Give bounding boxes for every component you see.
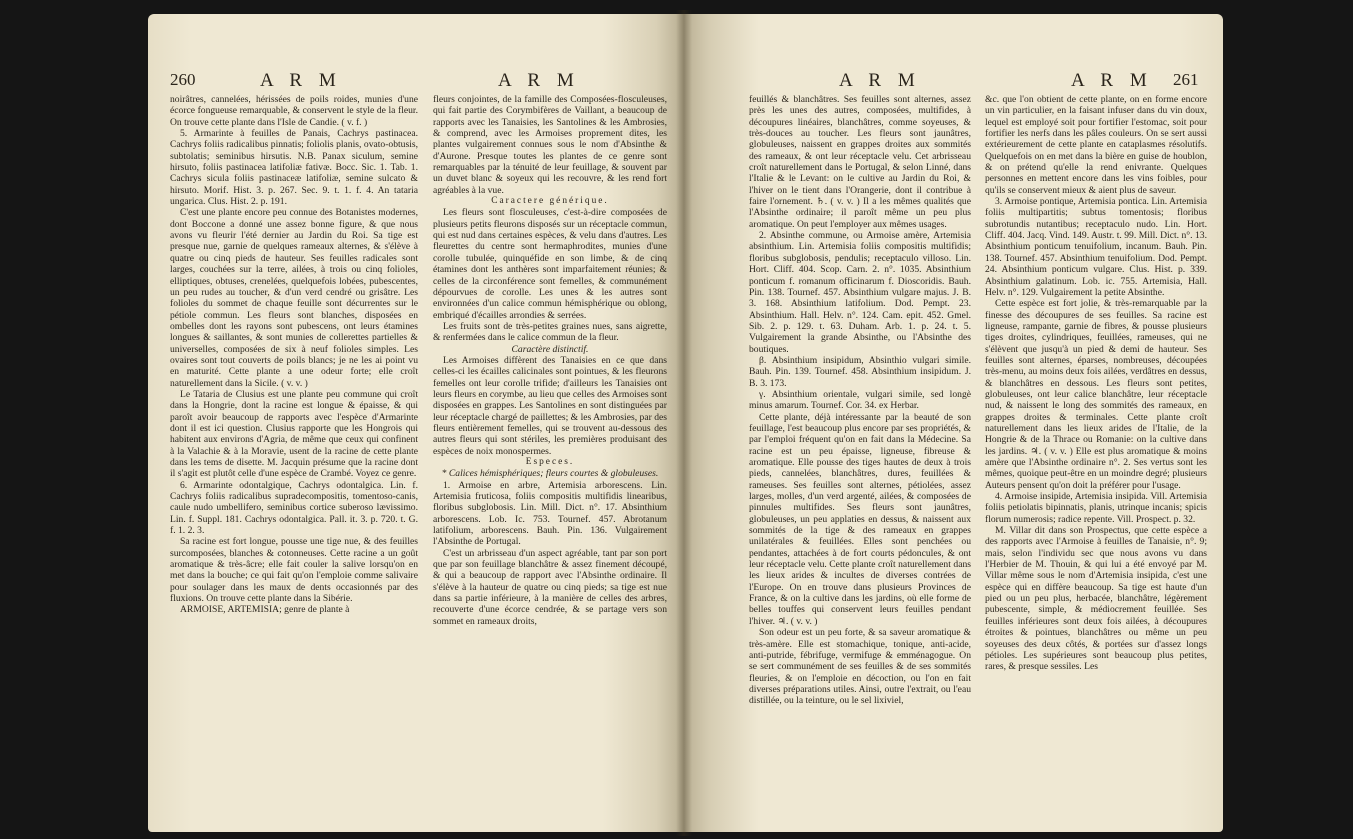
left-page-col1-paragraph: 5. Armarinte à feuilles de Panais, Cachrys pastinacea. Cachrys foliis radicalibus pinnatis; foliolis planis, ovato-obtusis, subtolatis; seminibus hirsutis. N.B. Panax siculum, semine hirsuto, foliis pastinacea latifoliæ fativæ. Bocc. Sic. 1. Tab. 1. Cachrys sicula foliis pastinaceæ latifoliæ, semine sulcato & hirsuto. Morif. Hist. 3. p. 267. Sec. 9. t. 1. f. 4. An tataria ungarica. Clus. Hist. 2. p. 191. — [170, 128, 418, 208]
left-page-col2-paragraph: Les fleurs sont flosculeuses, c'est-à-dire composées de plusieurs petits fleurons disposés sur un réceptacle commun, qui est nud dans certaines espèces, & velu dans d'autres. Les fleurettes du centre sont hermaphrodites, munies d'une corolle tubulée, quinquéfide en son limbe, & de cinq étamines dont les anthères sont imparfaitement réunies; & celles de la circonférence sont femelles, & communément dépourvues de corolle. Les unes & les autres sont environnées d'un calice commun hémisphérique ou oblong, embriqué d'écailles arrondies & serrées. — [433, 207, 667, 321]
running-head-left-1: A R M — [260, 70, 342, 91]
page-number-right: 261 — [1173, 70, 1199, 89]
right-page-col2-paragraph: 4. Armoise insipide, Artemisia insipida. Vill. Artemisia foliis petiolatis bipinnatis, planis, utrinque incanis; spicis florum numerosis; radice repente. Vill. Prospect. p. 32. — [985, 491, 1207, 525]
right-page-col2-paragraph: &c. que l'on obtient de cette plante, on en forme encore un vin particulier, en la faisant infuser dans du vin doux, lequel est employé soit pour fortifier l'estomac, soit pour fortifier les nerfs dans les pâles couleurs. On se sert aussi extérieurement de cette plante en cataplasmes résolutifs. Quelquefois on en met dans la bière en guise de houblon, & on prétend qu'elle la rend enivrante. Quelques personnes en mettent encore dans les vins foibles, pour qu'ils se conservent mieux & aient plus de saveur. — [985, 94, 1207, 196]
right-page-col2-paragraph: Cette espèce est fort jolie, & très-remarquable par la finesse des découpures de ses feuilles. Sa racine est ligneuse, rampante, garnie de fibres, & pousse plusieurs tiges droites, cylindriques, feuillées, rameuses, qui ne s'élèvent que jusqu'à un pied & demi de hauteur. Ses feuilles sont alternes, éparses, nombreuses, découpées très-menu, au moins deux fois ailées, verdâtres en dessus, & blanchâtres en dessous. Les fleurs sont petites, globuleuses, ont leur calice blanchâtre, leur réceptacle nud, & naissent le long des sommités des rameaux, en grappes droites & terminales. Cette plante croît naturellement dans les lieux arides de l'Italie, de la Hongrie & de la Thrace ou Romanie: on la cultive dans les jardins. ♃. ( v. v. ) Elle est plus aromatique & moins amère que l'Absinthe ordinaire n°. 2. Ses vertus sont les mêmes, quoique peut-être en un moindre degré; plusieurs Auteurs pensent qu'on doit la préférer pour l'usage. — [985, 298, 1207, 491]
left-page-col1-paragraph: Le Tataria de Clusius est une plante peu commune qui croît dans la Hongrie, dont la racine est longue & épaisse, & qui paroît avoir beaucoup de rapports avec l'espèce d'Armarinte dont il est ici question. Clusius rapporte que les Hongrois qui habitent aux environs d'Agria, de même que ceux qui confinent à la Valachie & à la Moravie, usent de la racine de cette plante dans les tems de disette. M. Jacquin présume que la racine dont il s'agit est plutôt celle d'une espèce de Crambé. Voyez ce genre. — [170, 388, 418, 480]
left-page-col2-paragraph: * Calices hémisphériques; fleurs courtes & globuleuses. — [441, 468, 659, 480]
left-page-col1-paragraph: C'est une plante encore peu connue des Botanistes modernes, dont Boccone a donné une assez bonne figure, & que nous avons vu fleurir l'été dernier au Jardin du Roi. Sa tige est presque nue, garnie de quelques rameaux alternes, & s'élève à quatre ou cinq pieds de hauteur. Ses feuilles radicales sont larges, couchées sur la terre, ailées, à trois ou cinq folioles, elliptiques, obtuses, crenelées, quelquefois lobées, pubescentes, un peu rudes au toucher, & d'un verd cendré ou grisâtre. Les folioles du sommet de chaque feuille sont décurrentes sur le pétiole commun. Les fleurs sont blanches, disposées en ombelles dont les rayons sont pubescens, ont leurs étamines longues & saillantes, & sont munies de collerettes partielles & universelles, composées de six à neuf folioles simples. Les ovaires sont tout couverts de poils blancs; je ne les ai point vu en maturité. Cette plante a une odeur forte; elle croît naturellement dans la Sicile. ( v. v. ) — [170, 207, 418, 389]
left-page-column-1 — [170, 94, 418, 616]
right-page-col1-paragraph: Son odeur est un peu forte, & sa saveur aromatique & très-amère. Elle est stomachique, tonique, anti-acide, anti-putride, fébrifuge, vermifuge & emménagogue. On se sert communément de ses feuilles & de ses sommités fleuries, & on l'emploie en décoction, ou l'on en fait diverses préparations utiles. Ainsi, outre l'extrait, ou l'eau distillée, ou la teinture, ou le sel lixiviel, — [749, 627, 971, 707]
left-page-col2-paragraph: 1. Armoise en arbre, Artemisia arborescens. Lin. Artemisia fruticosa, foliis compositis multifidis linearibus, floribus subglobosis. Lin. Mill. Dict. n°. 17. Absinthium arborescens. Lob. Ic. 753. Tournef. 457. Abrotanum latifolium, arborescens. Bauh. Pin. 136. Vulgairement l'Absinthe de Portugal. — [433, 479, 667, 548]
right-page-col1-paragraph: β. Absinthium insipidum, Absinthio vulgari simile. Bauh. Pin. 139. Tournef. 458. Absinthium insipidum. J. B. 3. 173. — [749, 354, 971, 389]
right-page-col1-paragraph: Cette plante, déjà intéressante par la beauté de son feuillage, l'est beaucoup plus encore par ses propriétés, & par l'emploi fréquent qu'on en fait dans la Médecine. Sa racine est un peu épaisse, ligneuse, fibreuse & aromatique. Elle pousse des tiges hautes de deux à trois pieds, cannelées, blanchâtres, dures, feuillées & rameuses. Ses feuilles sont alternes, pétiolées, assez larges, molles, d'un verd argenté, ailées, & composées de pinnules multifides. Ses fleurs sont jaunâtres, globuleuses, un peu applaties en dessus, & naissent aux sommités de la tige & des rameaux en grappes unilatérales & feuillées. Elles sont penchées ou pendantes, attachées à de fort courts pédoncules, & ont leur réceptacle velu. Cette plante croît naturellement dans les lieux arides & incultes de diverses contrées de l'Europe. On en trouve dans plusieurs Provinces de France, & on la cultive dans les jardins, où elle forme de belles touffes qui conservent leurs feuilles pendant l'hiver. ♃. ( v. v. ) — [749, 411, 971, 627]
right-page-col2-paragraph: 3. Armoise pontique, Artemisia pontica. Lin. Artemisia foliis multipartitis; subtus tomentosis; floribus subrotundis nutantibus; receptaculo nudo. Lin. Hort. Cliff. 404. Jacq. Vind. 149. Austr. t. 99. Mill. Dict. n°. 13. Absinthium ponticum tenuifolium, incanum. Bauh. Pin. 138. Tournef. 457. Absinthium tenuifolium. Dod. Pempt. 24. Absinthium ponticum vulgare. Clus. Hist. p. 339. Absinthium galatinum. Lob. ic. 755. Artemisia, Hall. Helv. n°. 129. Vulgairement la petite Absinthe. — [985, 196, 1207, 298]
left-page — [148, 14, 683, 832]
running-head-right-2: A R M — [1071, 70, 1153, 91]
right-page-column-1 — [749, 94, 971, 707]
right-page-col1-paragraph: γ. Absinthium orientale, vulgari simile, sed longè minus amarum. Tournef. Cor. 34. ex Herbar. — [749, 388, 971, 412]
left-page-col2-paragraph: Caractere générique. — [491, 196, 609, 207]
running-head-right-1: A R M — [839, 70, 921, 91]
right-page-col2-paragraph: M. Villar dit dans son Prospectus, que cette espèce a des rapports avec l'Armoise à feuilles de Tanaisie, n°. 9; mais, selon l'individu sec que nous avons vu dans l'Herbier de M. Thouin, & qui lui a été envoyé par M. Villar même sous le nom d'Artemisia insipida, c'est une espèce qui en diffère beaucoup. Sa tige est haute d'un pied ou un peu plus, herbacée, blanchâtre, légèrement pubescente, simple, & médiocrement feuillée. Ses feuilles inférieures sont deux fois ailées, à découpures étroites & pointues, blanchâtres ou même un peu soyeuses des deux côtés, & portées sur d'assez longs pétioles. Les supérieures sont beaucoup plus petites, rares, & presque sessiles. Les — [985, 525, 1207, 673]
right-page-col1-paragraph: feuillés & blanchâtres. Ses feuilles sont alternes, assez près les unes des autres, composées, multifides, à découpures linéaires, blanchâtres, comme soyeuses, & très-douces au toucher. Les fleurs sont jaunâtres, globuleuses, naissent en grappes droites aux sommités des rameaux, & ont leur réceptacle velu. Cet arbrisseau croît naturellement dans le Portugal, & selon Linné, dans l'Italie & le Levant: on le cultive au Jardin du Roi, & l'hiver on le tient dans l'Orangerie, dont il contribue à faire l'ornement. ♄. ( v. v. ) Il a les mêmes qualités que l'Absinthe ordinaire; il paroît même un peu plus aromatique. On peut l'employer aux mêmes usages. — [749, 94, 971, 230]
left-page-col2-paragraph: C'est un arbrisseau d'un aspect agréable, tant par son port que par son feuillage blanchâtre & assez finement découpé, & qui a beaucoup de rapport avec l'Absinthe ordinaire. Il s'élève à la hauteur de quatre ou cinq pieds; sa tige est nue dans sa partie inférieure, à la manière de celles des arbres, recouverte d'une écorce cendrée, & se partage vers son sommet en rameaux droits, — [433, 547, 667, 627]
left-page-col2-paragraph: Les fruits sont de très-petites graines nues, sans aigrette, & renfermées dans le calice commun de la fleur. — [433, 320, 667, 344]
left-page-col2-paragraph: Especes. — [525, 457, 575, 467]
left-page-col1-paragraph: ARMOISE, ARTEMISIA; genre de plante à — [180, 604, 350, 616]
left-page-column-2 — [433, 94, 667, 627]
left-page-col2-paragraph: Caractère distinctif. — [511, 343, 589, 355]
left-page-col1-paragraph: 6. Armarinte odontalgique, Cachrys odontalgica. Lin. f. Cachrys foliis radicalibus supradecompositis, tomentoso-canis, caule nudo umbellifero, seminibus cortice suberoso lævissimo. Lin. f. Suppl. 181. Cachrys odontalgica. Pall. it. 3. p. 720. t. G. f. 1. 2. 3. — [170, 479, 418, 537]
left-page-col2-paragraph: Les Armoises diffèrent des Tanaisies en ce que dans celles-ci les écailles calicinales sont pointues, & les fleurons femelles ont leur corolle trifide; d'ailleurs les Tanaisies ont leurs fleurs en corymbe, au lieu que celles des Armoises sont disposées en grappes. Les Santolines en sont distinguées par leur réceptacle chargé de paillettes; & les Ambrosies, par des fleurs entièrement femelles, qui se trouvent au-dessous des autres fleurs qui sont stériles, les premières produisant des espèces de noix monospermes. — [433, 354, 667, 457]
book-gutter — [676, 10, 692, 836]
right-page-column-2 — [985, 94, 1207, 673]
left-page-col2-paragraph: fleurs conjointes, de la famille des Composées-flosculeuses, qui fait partie des Corymbifères de Vaillant, a beaucoup de rapports avec les Tanaisies, les Santolines & les Ambrosies, & comprend, avec les Armoises proprement dites, les plantes vulgairement connues sous le nom d'Absinthe & d'Aurone. Presque toutes les plantes de ce genre sont remarquables par la ténuité de leur feuillage, & souvent par un duvet blanc & soyeux qui les recouvre, & les rend fort agréables à la vue. — [433, 94, 667, 196]
left-page-col1-paragraph: Sa racine est fort longue, pousse une tige nue, & des feuilles surcomposées, blanches & cotonneuses. Cette racine a un goût aromatique & très-âcre; elle fait couler la salive lorsqu'on en met dans la bouche; ce qui fait qu'on l'emploie comme salivaire pour soulager dans les maux de dents occasionnés par des fluxions. On trouve cette plante dans la Sibérie. — [170, 536, 418, 605]
right-page — [683, 14, 1223, 832]
right-page-col1-paragraph: 2. Absinthe commune, ou Armoise amère, Artemisia absinthium. Lin. Artemisia foliis compositis multifidis; floribus subglobosis, pendulis; receptaculo villoso. Lin. Hort. Cliff. 404. Scop. Carn. 2. n°. 1035. Absinthium ponticum f. romanum officinarum f. Dioscoridis. Bauh. Pin. 138. Tournef. 457. Absinthium vulgare majus. J. B. 3. 168. Absinthium latifolium. Dod. Pempt. 23. Absinthium. Hall. Helv. n°. 124. Cam. epit. 452. Gmel. Sib. 2. p. 129. t. 63. Duham. Arb. 1. p. 24. t. 5. Vulgairement la grande Absinthe, ou l'Absinthe des boutiques. — [749, 230, 971, 355]
left-page-col1-paragraph: noirâtres, cannelées, hérissées de poils roides, munies d'une écorce fongueuse remarquable, & conservent le style de la fleur. On trouve cette plante dans l'Isle de Candie. ( v. f. ) — [170, 94, 418, 128]
page-number-left: 260 — [170, 70, 196, 89]
running-head-left-2: A R M — [498, 70, 580, 91]
